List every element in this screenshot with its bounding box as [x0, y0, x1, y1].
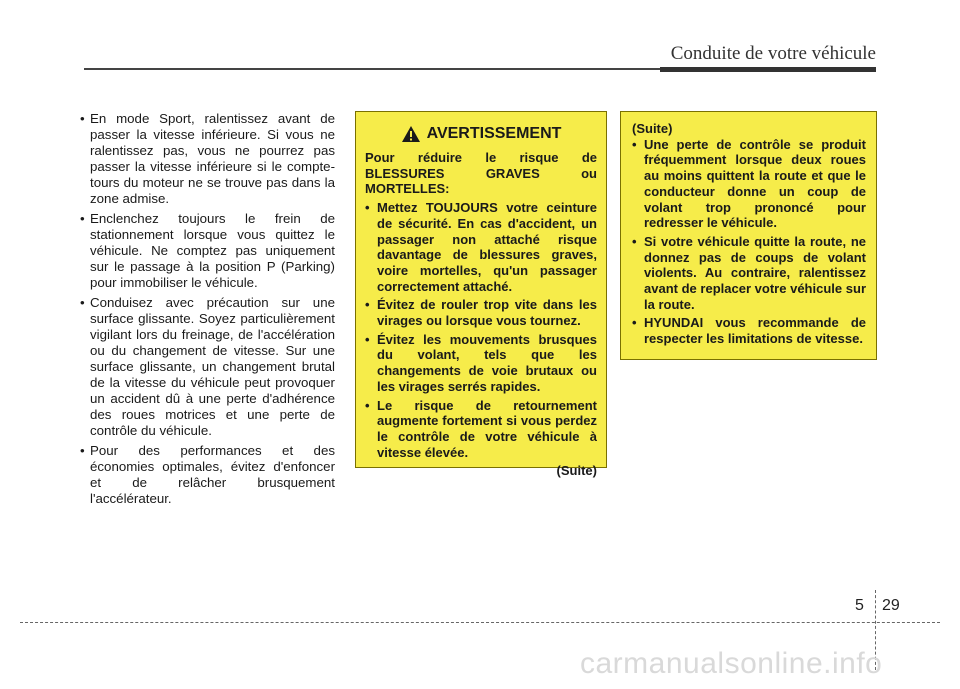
warning-item: • HYUNDAI vous recommande de respecter les limitations de vitesse. — [632, 315, 866, 346]
watermark: carmanualsonline.info — [580, 647, 883, 680]
warning-item: • Mettez TOUJOURS votre ceinture de sécurité. En cas d'accident, un passager non attaché risque davantage de blessures graves, voire mortelles, qu'un passager correctement attaché. — [365, 200, 597, 294]
warning-item: • Une perte de contrôle se produit fréquemment lorsque deux roues au moins quittent la route et que le conducteur donne un coup de volant trop prononcé pour redresser le véhicule. — [632, 137, 866, 231]
warning-triangle-icon — [401, 125, 421, 143]
section-title: Conduite de votre véhicule — [670, 43, 876, 64]
footer-divider — [20, 622, 940, 623]
chapter-number: 5 — [855, 597, 864, 614]
page-number: 29 — [882, 597, 900, 614]
list-item: • Pour des performances et des économies optimales, évitez d'enfoncer et de relâcher brusquement l'accélérateur. — [80, 443, 335, 507]
header-rule-accent — [660, 67, 876, 72]
warning-intro: Pour réduire le risque de BLESSURES GRAVES ou MORTELLES: — [365, 150, 597, 197]
warning-header — [365, 125, 597, 143]
warning-item: • Le risque de retournement augmente fortement si vous perdez le contrôle de votre véhicule à vitesse élevée. — [365, 398, 597, 461]
continued-head: (Suite) — [632, 121, 673, 136]
warning-box — [355, 111, 607, 479]
warning-title: AVERTISSEMENT — [426, 125, 562, 143]
continued-label: (Suite) — [556, 463, 597, 479]
list-item: • En mode Sport, ralentissez avant de passer la vitesse inférieure. Si vous ne ralentissez pas, vous ne pourrez pas passer la vitesse inférieure si le compte-tours du moteur ne se trouve pas dans la zone admise. — [80, 111, 335, 207]
warning-continued-box — [620, 111, 877, 360]
continued-list — [632, 137, 866, 347]
warning-item: • Si votre véhicule quitte la route, ne donnez pas de coups de volant violents. Au contraire, ralentissez avant de replacer votre véhicule sur la route. — [632, 234, 866, 313]
list-item: • Enclenchez toujours le frein de stationnement lorsque vous quittez le véhicule. Ne comptez pas uniquement sur le passage à la position P (Parking) pour immobiliser le véhicule. — [80, 211, 335, 291]
list-item: • Conduisez avec précaution sur une surface glissante. Soyez particulièrement vigilant lors du freinage, de l'accélération ou du changement de vitesse. Sur une surface glissante, un changement brutal de la vitesse du véhicule peut provoquer un accident dû à une perte d'adhérence des roues motrices et une perte de contrôle du véhicule. — [80, 295, 335, 439]
warning-item: • Évitez les mouvements brusques du volant, tels que les changements de voie brutaux ou les virages serrés rapides. — [365, 332, 597, 395]
warning-list — [365, 200, 597, 460]
left-column-list — [80, 111, 335, 511]
warning-item: • Évitez de rouler trop vite dans les virages ou lorsque vous tournez. — [365, 297, 597, 328]
